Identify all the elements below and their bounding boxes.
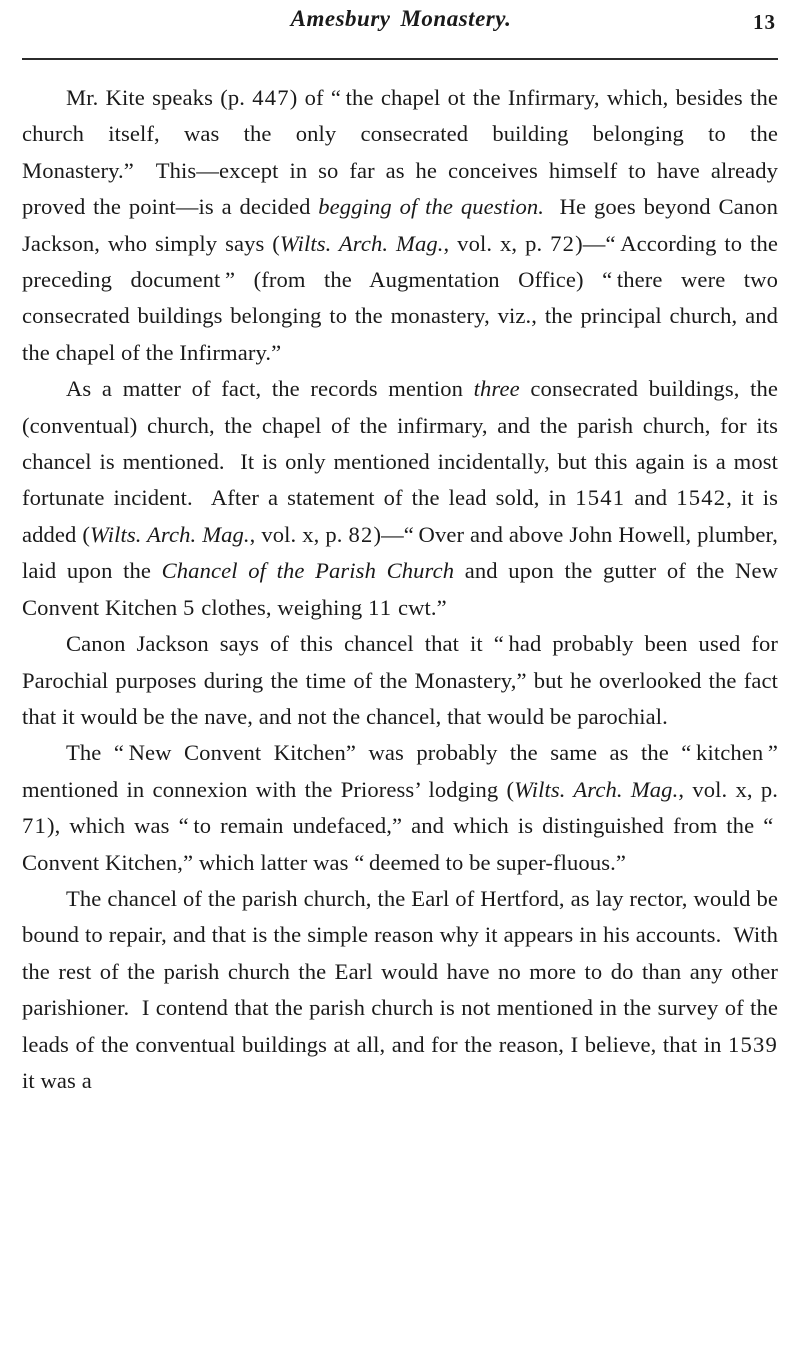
page-bottom-fade [0, 1350, 800, 1368]
running-title-word2: Monastery. [400, 6, 512, 31]
page-number: 13 [753, 10, 776, 34]
paragraph-2: As a matter of fact, the records mention three consecrated buildings, the (conventual) church, the chapel of the infirmary, and the parish church, for its chancel is mentioned. It is only mentioned incidentally, but this again is a most fortunate incident. After a statement of the lead sold, in 1541 and 1542, it is added (Wilts. Arch. Mag., vol. x, p. 82)—“ Over and above John Howell, plumber, laid upon the Chancel of the Parish Church and upon the gutter of the New Convent Kitchen 5 clothes, weighing 11 cwt.” [22, 376, 779, 620]
paragraph-3: Canon Jackson says of this chancel that it “ had probably been used for Parochial purposes during the time of the Monastery,” but he overlooked the fact that it would be the nave, and not the chancel, that would be parochial. [22, 631, 778, 729]
page-header [22, 0, 780, 52]
paragraph-1: Mr. Kite speaks (p. 447) of “ the chapel ot the Infirmary, which, besides the church itself, was the only consecrated building belonging to the Monastery.” This—except in so far as he conceives himself to have already proved the point—is a decided begging of the question. He goes beyond Canon Jackson, who simply says (Wilts. Arch. Mag., vol. x, p. 72)—“ According to the preceding document ” (from the Augmentation Office) “ there were two consecrated buildings belonging to the monastery, viz., the principal church, and the chapel of the Infirmary.” [22, 85, 778, 365]
body-text [22, 80, 778, 1099]
running-title [22, 6, 780, 32]
running-title-word1: Amesbury [290, 6, 391, 31]
paragraph-5: The chancel of the parish church, the Earl of Hertford, as lay rector, would be bound to repair, and that is the simple reason why it appears in his accounts. With the rest of the parish church the Earl would have no more to do than any other parishioner. I contend that the parish church is not mentioned in the survey of the leads of the conventual buildings at all, and for the reason, I believe, that in 1539 it was a [22, 885, 778, 1093]
header-rule [22, 58, 778, 60]
paragraph-4: The “ New Convent Kitchen” was probably the same as the “ kitchen ” mentioned in connexion with the Prioress’ lodging (Wilts. Arch. Mag., vol. x, p. 71), which was “ to remain undefaced,” and which is distinguished from the “ Convent Kitchen,” which latter was “ deemed to be super-fluous.” [22, 740, 778, 875]
